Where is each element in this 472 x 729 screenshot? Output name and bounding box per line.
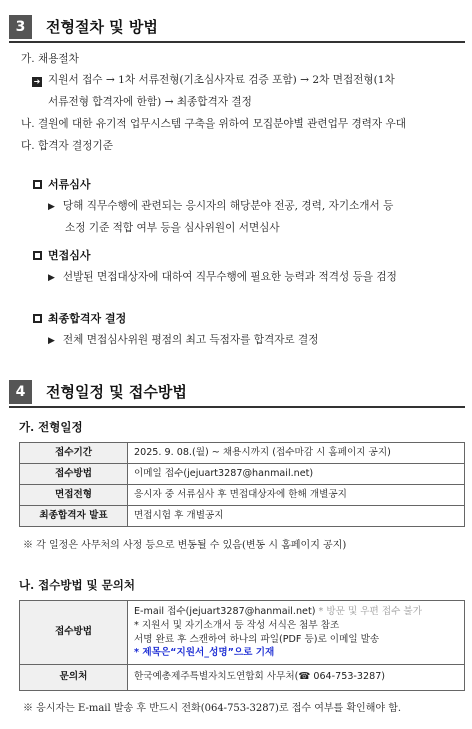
method-line3: 서명 완료 후 스캔하여 하나의 파일(PDF 등)로 이메일 발송 — [134, 633, 380, 645]
method-email: E-mail 접수(jejuart3287@hanmail.net) — [134, 605, 316, 617]
section-3-divider — [9, 41, 465, 43]
method-value — [128, 601, 465, 665]
section-4-title: 전형일정 및 접수방법 — [46, 382, 187, 401]
method-no-visit: * 방문 및 우편 접수 불가 — [318, 605, 422, 617]
doc-review-title: 서류심사 — [48, 178, 91, 191]
table-row — [20, 665, 465, 691]
method-table — [19, 600, 465, 691]
section-4-number: 4 — [9, 380, 32, 404]
pass-criteria-label: 다. 합격자 결정기준 — [21, 140, 113, 152]
recruit-process-line2: 서류전형 합격자에 한함) → 최종합격자 결정 — [48, 96, 252, 108]
interview-title: 면접심사 — [48, 249, 91, 262]
section-3-number: 3 — [9, 15, 32, 39]
interview-heading — [33, 249, 91, 264]
final-decision-title: 최종합격자 결정 — [48, 312, 127, 325]
square-bullet-icon — [33, 251, 42, 260]
table-row — [20, 443, 465, 464]
contact-value: 한국예총제주특별자치도연합회 사무처(☎ 064-753-3287) — [128, 665, 465, 691]
schedule-value: 면접시험 후 개별공지 — [128, 506, 465, 527]
schedule-value: 이메일 접수(jejuart3287@hanmail.net) — [128, 464, 465, 485]
final-note: ※ 응시자는 E-mail 발송 후 반드시 전화(064-753-3287)로 접수 여부를 확인해야 함. — [23, 703, 402, 714]
triangle-bullet-icon: ▶ — [48, 273, 55, 283]
section-3-header — [9, 14, 465, 40]
triangle-bullet-icon: ▶ — [48, 336, 55, 346]
final-decision-line1 — [48, 333, 319, 347]
square-bullet-icon — [33, 314, 42, 323]
interview-line1 — [48, 270, 397, 284]
arrow-box-icon: ➜ — [33, 77, 41, 86]
schedule-label: 접수방법 — [20, 464, 128, 485]
final-decision-heading — [33, 312, 126, 327]
method-heading: 나. 접수방법 및 문의처 — [19, 578, 135, 592]
triangle-bullet-icon: ▶ — [48, 202, 55, 212]
method-line4: * 제목은“지원서_성명”으로 기재 — [134, 647, 275, 659]
experience-preference-line: 나. 결원에 대한 유기적 업무시스템 구축을 위하여 모집분야별 관련업무 경력자 우대 — [21, 118, 406, 130]
table-row — [20, 506, 465, 527]
schedule-heading: 가. 전형일정 — [19, 420, 83, 434]
contact-label: 문의처 — [20, 665, 128, 691]
table-row — [20, 485, 465, 506]
method-line1 — [134, 605, 458, 619]
schedule-note: ※ 각 일정은 사무처의 사정 등으로 변동될 수 있음(변동 시 홈페이지 공지) — [23, 540, 347, 551]
schedule-value: 응시자 중 서류심사 후 면접대상자에 한해 개별공지 — [128, 485, 465, 506]
method-line2: * 지원서 및 자기소개서 등 작성 서식은 첨부 참조 — [134, 619, 340, 631]
recruit-process-line1 — [32, 73, 395, 87]
square-bullet-icon — [33, 180, 42, 189]
section-3-title: 전형절차 및 방법 — [46, 17, 158, 36]
schedule-label: 최종합격자 발표 — [20, 506, 128, 527]
doc-review-heading — [33, 178, 91, 193]
recruit-process-label: 가. 채용절차 — [21, 53, 79, 65]
doc-review-line1 — [48, 199, 393, 213]
schedule-table — [19, 442, 465, 527]
schedule-label: 면접전형 — [20, 485, 128, 506]
doc-review-line2: 소정 기준 적합 여부 등을 심사위원이 서면심사 — [65, 222, 280, 234]
recruit-process-text1: 지원서 접수 → 1차 서류전형(기초심사자료 검증 포함) → 2차 면접전형(1차 — [48, 74, 395, 86]
section-4-header — [9, 379, 465, 405]
final-decision-text1: 전체 면접심사위원 평점의 최고 득점자를 합격자로 결정 — [62, 334, 319, 346]
interview-text1: 선발된 면접대상자에 대하여 직무수행에 필요한 능력과 적격성 등을 검정 — [62, 271, 397, 283]
table-row — [20, 601, 465, 665]
doc-review-text1: 당해 직무수행에 관련되는 응시자의 해당분야 전공, 경력, 자기소개서 등 — [62, 200, 394, 212]
method-label: 접수방법 — [20, 601, 128, 665]
table-row — [20, 464, 465, 485]
section-4-divider — [9, 406, 465, 408]
schedule-label: 접수기간 — [20, 443, 128, 464]
schedule-value: 2025. 9. 08.(월) ~ 채용시까지 (접수마감 시 홈페이지 공지) — [128, 443, 465, 464]
